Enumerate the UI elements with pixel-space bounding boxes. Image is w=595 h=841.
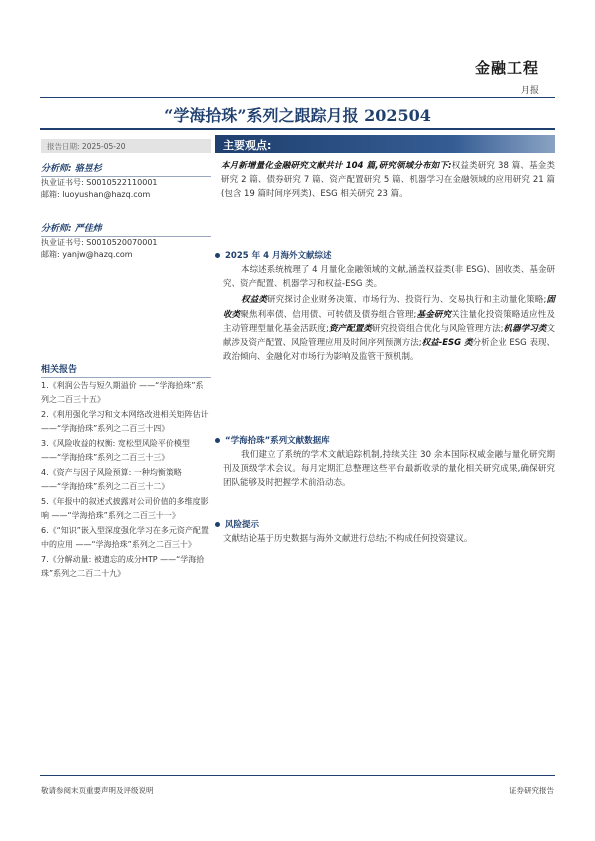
section-title: 2025 年 4 月海外文献综述 — [225, 251, 332, 261]
bullet-icon — [215, 253, 220, 258]
report-date — [41, 139, 211, 153]
sidebar — [41, 139, 211, 261]
section-heading — [215, 434, 555, 446]
disclaimer-note: 敬请参阅末页重要声明及评级说明 — [41, 786, 154, 795]
keyword: 资产配置类 — [328, 323, 372, 334]
analyst-label: 分析师: — [41, 164, 72, 174]
keyword: 固收类 — [223, 295, 555, 320]
cert-label: 执业证书号: — [41, 178, 84, 187]
section-paragraph — [215, 532, 555, 546]
related-report-item[interactable]: 2.《利用强化学习和文本网络改进相关矩阵估计 ——“学海拾珠”系列之二百三十四》 — [41, 410, 209, 433]
analyst-name: 严佳炜 — [74, 224, 102, 234]
analyst-label: 分析师: — [41, 224, 72, 234]
analyst-heading — [41, 161, 211, 177]
analyst-email — [41, 189, 211, 201]
keyword: 基金研究 — [416, 309, 452, 320]
related-report-item[interactable]: 1.《利润公告与短久期溢价 ——“学海拾珠”系列之二百三十五》 — [41, 381, 204, 404]
section-title: 风险提示 — [225, 520, 260, 530]
literature-review-section — [215, 249, 555, 364]
risk-section — [215, 518, 555, 546]
report-type-label: 证券研究报告 — [509, 786, 554, 795]
related-reports-list — [41, 379, 211, 582]
email-address[interactable]: yanjw@hazq.com — [62, 250, 133, 259]
summary-text: 权益类研究 38 篇、基金类研究 2 篇、债券研究 7 篇、资产配置研究 5 篇、机器学习在金融领域的应用研究 21 篇(包含 19 篇时间序列类)、ESG 相关研究 23 篇。 — [221, 161, 555, 199]
section-heading — [215, 249, 555, 261]
paragraph-text: 我们建立了系统的学术文献追踪机制,持续关注 30 余本国际权威金融与量化研究期刊及顶级学术会议。每月定期汇总整理这些平台最新收录的量化相关研究成果,确保研究团队能够及时把握学术前沿动态。 — [223, 450, 555, 489]
section-title: “学海拾珠”系列文献数据库 — [225, 436, 330, 446]
analyst-block — [41, 161, 211, 201]
bullet-icon — [215, 522, 220, 527]
cert-number: S0010522110001 — [86, 178, 158, 187]
summary-paragraph — [215, 159, 555, 201]
paragraph-text: 文献涉及资产配置、风险管理应用及时间序列预测方法; — [223, 323, 555, 349]
analyst-email — [41, 249, 211, 261]
analyst-name: 骆昱杉 — [74, 164, 102, 174]
keyword: 权益-ESG 类 — [421, 338, 473, 349]
related-report-item[interactable]: 4.《资产与因子风险预算: 一种均衡策略 ——“学海拾珠”系列之二百三十二》 — [41, 468, 182, 491]
paragraph-text: 研究投资组合优化与风险管理方法; — [371, 323, 504, 334]
frequency-label: 月报 — [520, 86, 539, 96]
paragraph-text: 本综述系统梳理了 4 月量化金融领域的文献,涵盖权益类(非 ESG)、固收类、基金研究、资产配置、机器学习和权益-ESG 类。 — [223, 265, 555, 290]
related-reports-heading: 相关报告 — [41, 362, 211, 378]
keyword: 权益类 — [241, 295, 268, 306]
related-report-item[interactable]: 5.《年报中的叙述式披露对公司价值的多维度影响 ——“学海拾珠”系列之二百三十一》 — [41, 497, 209, 520]
analyst-block — [41, 221, 211, 261]
report-date-value: 2025-05-20 — [81, 142, 126, 151]
section-paragraph — [215, 293, 555, 364]
section-heading — [215, 518, 555, 530]
related-report-item[interactable]: 7.《分解动量: 被遗忘的成分HTP ——“学海拾珠”系列之二百二十九》 — [41, 555, 205, 578]
related-report-item[interactable]: 3.《风险收益的权衡: 宽松型风险平价模型 ——“学海拾珠”系列之二百三十三》 — [41, 439, 190, 462]
related-report-item[interactable]: 6.《“知识”嵌入型深度强化学习在多元资产配置中的应用 ——“学海拾珠”系列之二百三十》 — [41, 526, 209, 549]
database-section — [215, 434, 555, 491]
analyst-cert — [41, 177, 211, 189]
main-points-heading: 主要观点: — [215, 135, 555, 153]
summary-lead: 本月新增量化金融研究文献共计 104 篇,研究领域分布如下: — [221, 161, 452, 171]
title-rule-bottom — [40, 128, 555, 130]
report-header — [475, 57, 539, 96]
department-label: 金融工程 — [474, 59, 539, 77]
section-paragraph — [215, 263, 555, 291]
section-paragraph — [215, 448, 555, 491]
title-rule-top — [40, 97, 555, 98]
footer-rule — [40, 775, 555, 776]
paragraph-text: 研究探讨企业财务决策、市场行为、投资行为、交易执行和主动量化策略; — [267, 295, 547, 306]
email-label: 邮箱: — [41, 190, 60, 199]
email-address[interactable]: luoyushan@hazq.com — [62, 190, 151, 199]
analyst-heading — [41, 221, 211, 237]
paragraph-text: 关注量化投资策略适应性及主动管理型量化基金活跃度; — [223, 309, 555, 334]
paragraph-text: 分析企业 ESG 表现、政治倾向、金融化对市场行为影响及监管干预机制。 — [223, 338, 555, 363]
cert-label: 执业证书号: — [41, 238, 84, 247]
bullet-icon — [215, 438, 220, 443]
email-label: 邮箱: — [41, 250, 60, 259]
paragraph-text: 聚焦利率债、信用债、可转债及债券组合管理; — [240, 309, 417, 320]
analyst-cert — [41, 237, 211, 249]
main-content — [215, 135, 555, 201]
cert-number: S0010520070001 — [86, 238, 158, 247]
report-date-label: 报告日期: — [47, 142, 80, 151]
report-title: “学海拾珠”系列之跟踪月报 202504 — [164, 106, 431, 125]
paragraph-text: 文献结论基于历史数据与海外文献进行总结;不构成任何投资建议。 — [223, 534, 473, 544]
keyword: 机器学习类 — [503, 323, 547, 334]
